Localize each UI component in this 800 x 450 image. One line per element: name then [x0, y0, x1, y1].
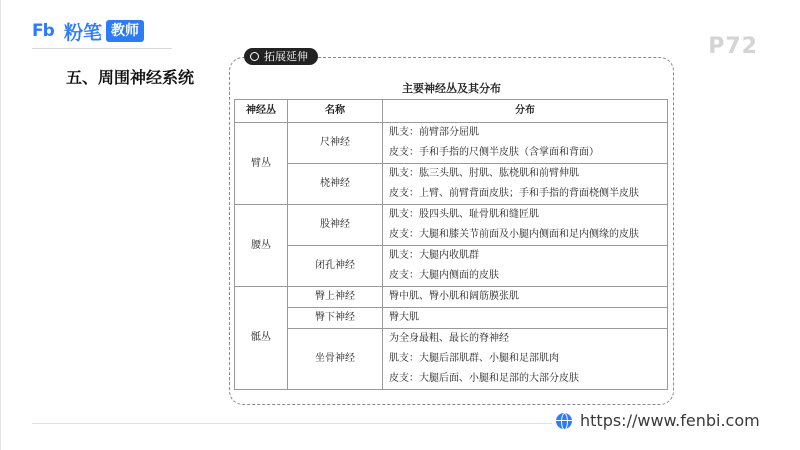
distribution-line: 臀大肌	[389, 312, 419, 323]
distribution-line: 皮支：大腿和膝关节前面及小腿内侧面和足内侧缘的皮肤	[389, 229, 639, 240]
distribution-cell	[383, 308, 668, 329]
table-row	[235, 287, 668, 308]
distribution-line: 肌支：大腿内收肌群	[389, 250, 479, 261]
footer-link[interactable]	[556, 411, 760, 430]
footer-divider	[32, 423, 552, 424]
plexus-cell: 骶丛	[235, 287, 288, 390]
header-plexus: 神经丛	[235, 100, 288, 123]
table-row	[235, 205, 668, 246]
distribution-line: 臀中肌、臀小肌和阔筋膜张肌	[389, 291, 519, 302]
distribution-line: 肌支：前臂部分屈肌	[389, 127, 479, 138]
distribution-line: 皮支：上臂、前臂背面皮肤；手和手指的背面桡侧半皮肤	[389, 188, 639, 199]
header-name: 名称	[288, 100, 383, 123]
distribution-cell	[383, 287, 668, 308]
plexus-cell: 臂丛	[235, 123, 288, 205]
header-distribution: 分布	[383, 100, 668, 123]
distribution-line: 为全身最粗、最长的脊神经	[389, 333, 509, 344]
fenbi-logo	[32, 18, 144, 44]
page-number: P72	[708, 34, 758, 59]
logo-mark: Fb	[32, 21, 54, 41]
distribution-cell	[383, 123, 668, 164]
plexus-cell: 腰丛	[235, 205, 288, 287]
globe-icon	[556, 413, 572, 429]
distribution-line: 肌支：肱三头肌、肘肌、肱桡肌和前臂伸肌	[389, 168, 579, 179]
table-title: 主要神经丛及其分布	[402, 82, 501, 95]
distribution-line: 皮支：手和手指的尺侧半皮肤（含掌面和背面）	[389, 147, 599, 158]
nerve-name: 坐骨神经	[288, 329, 383, 390]
extension-tag-label: 拓展延伸	[264, 50, 308, 63]
table-row	[235, 164, 668, 205]
nerve-plexus-table	[234, 99, 668, 390]
table-header-row	[235, 100, 668, 123]
distribution-cell	[383, 246, 668, 287]
distribution-cell	[383, 329, 668, 390]
clock-icon	[250, 52, 259, 61]
distribution-line: 皮支：大腿后面、小腿和足部的大部分皮肤	[389, 373, 579, 384]
nerve-name: 臀下神经	[288, 308, 383, 329]
table-row	[235, 123, 668, 164]
header-divider	[32, 48, 172, 49]
logo-name: 粉笔	[64, 21, 103, 44]
distribution-line: 皮支：大腿内侧面的皮肤	[389, 270, 499, 281]
nerve-name: 闭孔神经	[288, 246, 383, 287]
distribution-line: 肌支：大腿后部肌群、小腿和足部肌肉	[389, 353, 559, 364]
nerve-name: 股神经	[288, 205, 383, 246]
extension-tag	[244, 48, 318, 65]
distribution-cell	[383, 164, 668, 205]
nerve-name: 臀上神经	[288, 287, 383, 308]
distribution-cell	[383, 205, 668, 246]
table-row	[235, 329, 668, 390]
nerve-name: 桡神经	[288, 164, 383, 205]
logo-tag: 教师	[106, 20, 144, 42]
table-row	[235, 308, 668, 329]
nerve-name: 尺神经	[288, 123, 383, 164]
table-row	[235, 246, 668, 287]
footer-url-text: https://www.fenbi.com	[580, 411, 760, 430]
section-title: 五、周围神经系统	[66, 68, 195, 87]
distribution-line: 肌支：股四头肌、耻骨肌和缝匠肌	[389, 209, 539, 220]
